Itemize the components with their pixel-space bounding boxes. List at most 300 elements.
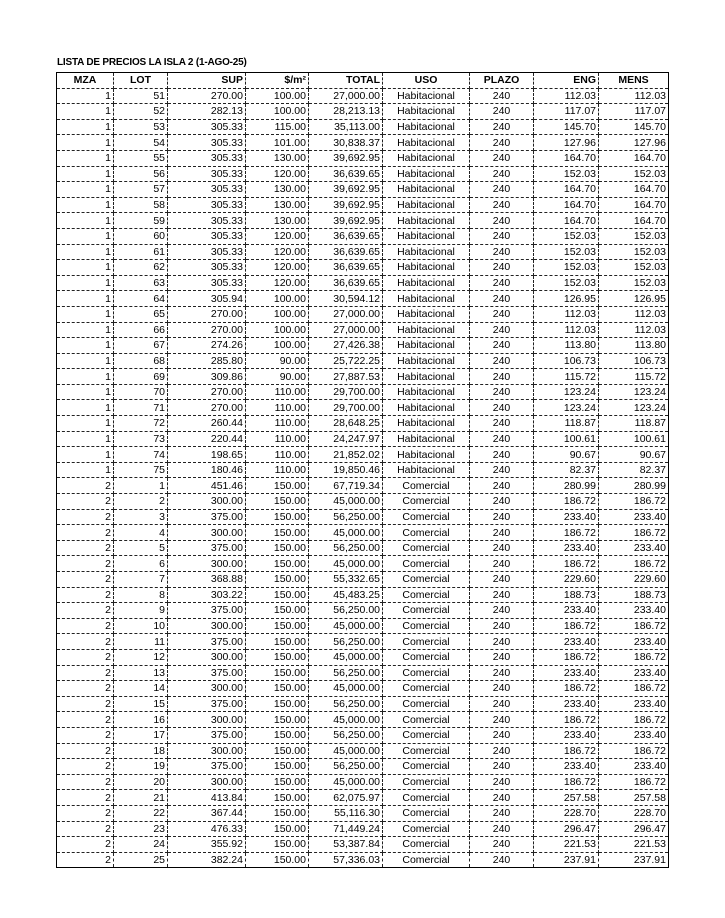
cell-plazo: 240 [470,400,534,416]
cell-eng: 186.72 [534,494,599,510]
cell-sup: 375.00 [168,727,246,743]
cell-eng: 186.72 [534,774,599,790]
cell-eng: 123.24 [534,384,599,400]
cell-price-per-m2: 150.00 [246,665,309,681]
cell-uso: Habitacional [383,166,470,182]
header-row [57,73,669,89]
cell-mza: 1 [57,135,114,151]
cell-uso: Comercial [383,478,470,494]
table-row [57,228,669,244]
cell-price-per-m2: 150.00 [246,478,309,494]
cell-plazo: 240 [470,509,534,525]
cell-sup: 375.00 [168,665,246,681]
cell-plazo: 240 [470,213,534,229]
table-row [57,135,669,151]
cell-sup: 300.00 [168,525,246,541]
cell-eng: 106.73 [534,353,599,369]
cell-uso: Habitacional [383,306,470,322]
cell-mens: 152.03 [599,228,669,244]
cell-total: 36,639.65 [309,260,383,276]
cell-lot: 63 [114,275,168,291]
cell-mza: 2 [57,805,114,821]
cell-lot: 18 [114,743,168,759]
cell-mza: 2 [57,494,114,510]
cell-total: 36,639.65 [309,228,383,244]
cell-sup: 305.33 [168,166,246,182]
cell-eng: 233.40 [534,759,599,775]
cell-plazo: 240 [470,431,534,447]
cell-mens: 233.40 [599,540,669,556]
cell-sup: 305.33 [168,150,246,166]
cell-sup: 300.00 [168,556,246,572]
cell-price-per-m2: 150.00 [246,712,309,728]
cell-plazo: 240 [470,306,534,322]
cell-total: 39,692.95 [309,150,383,166]
cell-plazo: 240 [470,416,534,432]
cell-mza: 1 [57,338,114,354]
cell-total: 30,594.12 [309,291,383,307]
cell-mens: 164.70 [599,182,669,198]
cell-mza: 2 [57,540,114,556]
column-header-lot: LOT [114,73,168,89]
cell-price-per-m2: 115.00 [246,119,309,135]
table-row [57,603,669,619]
cell-eng: 186.72 [534,712,599,728]
cell-sup: 451.46 [168,478,246,494]
cell-price-per-m2: 150.00 [246,649,309,665]
cell-price-per-m2: 150.00 [246,805,309,821]
cell-total: 56,250.00 [309,696,383,712]
cell-sup: 305.33 [168,275,246,291]
table-row [57,150,669,166]
cell-lot: 11 [114,634,168,650]
cell-eng: 152.03 [534,275,599,291]
cell-mza: 1 [57,322,114,338]
cell-eng: 115.72 [534,369,599,385]
cell-eng: 186.72 [534,743,599,759]
cell-mza: 2 [57,743,114,759]
cell-sup: 375.00 [168,759,246,775]
cell-sup: 300.00 [168,743,246,759]
cell-plazo: 240 [470,618,534,634]
cell-plazo: 240 [470,774,534,790]
cell-eng: 82.37 [534,462,599,478]
cell-price-per-m2: 130.00 [246,182,309,198]
cell-eng: 164.70 [534,150,599,166]
cell-uso: Habitacional [383,322,470,338]
cell-eng: 152.03 [534,166,599,182]
cell-mza: 1 [57,431,114,447]
cell-plazo: 240 [470,104,534,120]
cell-plazo: 240 [470,322,534,338]
cell-mens: 186.72 [599,774,669,790]
cell-uso: Habitacional [383,197,470,213]
cell-mens: 237.91 [599,852,669,868]
cell-sup: 382.24 [168,852,246,868]
table-row [57,540,669,556]
cell-eng: 233.40 [534,540,599,556]
table-row [57,353,669,369]
table-row [57,369,669,385]
cell-total: 56,250.00 [309,634,383,650]
cell-plazo: 240 [470,665,534,681]
cell-mens: 152.03 [599,275,669,291]
cell-total: 55,332.65 [309,572,383,588]
cell-plazo: 240 [470,727,534,743]
cell-total: 55,116.30 [309,805,383,821]
cell-plazo: 240 [470,275,534,291]
table-row [57,88,669,104]
cell-uso: Habitacional [383,384,470,400]
cell-mza: 2 [57,509,114,525]
cell-plazo: 240 [470,135,534,151]
cell-uso: Comercial [383,556,470,572]
cell-uso: Comercial [383,525,470,541]
cell-total: 27,426.38 [309,338,383,354]
table-row [57,696,669,712]
cell-uso: Comercial [383,681,470,697]
cell-mens: 186.72 [599,712,669,728]
cell-uso: Comercial [383,634,470,650]
cell-eng: 118.87 [534,416,599,432]
table-row [57,852,669,868]
cell-sup: 375.00 [168,540,246,556]
cell-mza: 2 [57,759,114,775]
cell-eng: 186.72 [534,525,599,541]
cell-plazo: 240 [470,166,534,182]
cell-plazo: 240 [470,88,534,104]
cell-sup: 300.00 [168,681,246,697]
cell-mens: 233.40 [599,603,669,619]
cell-total: 56,250.00 [309,509,383,525]
cell-mza: 2 [57,696,114,712]
cell-total: 36,639.65 [309,166,383,182]
cell-price-per-m2: 150.00 [246,556,309,572]
cell-lot: 58 [114,197,168,213]
cell-lot: 24 [114,837,168,853]
cell-total: 36,639.65 [309,244,383,260]
cell-mens: 117.07 [599,104,669,120]
column-header-mens: MENS [599,73,669,89]
cell-mza: 2 [57,478,114,494]
cell-total: 30,838.37 [309,135,383,151]
cell-mens: 152.03 [599,166,669,182]
cell-uso: Habitacional [383,369,470,385]
cell-sup: 220.44 [168,431,246,447]
cell-mens: 280.99 [599,478,669,494]
cell-plazo: 240 [470,743,534,759]
cell-total: 67,719.34 [309,478,383,494]
table-row [57,805,669,821]
cell-mza: 2 [57,525,114,541]
cell-mza: 1 [57,400,114,416]
cell-price-per-m2: 100.00 [246,104,309,120]
cell-price-per-m2: 150.00 [246,727,309,743]
cell-uso: Comercial [383,774,470,790]
table-row [57,821,669,837]
column-header-plazo: PLAZO [470,73,534,89]
cell-mza: 1 [57,244,114,260]
cell-eng: 126.95 [534,291,599,307]
table-row [57,306,669,322]
cell-lot: 57 [114,182,168,198]
cell-plazo: 240 [470,821,534,837]
cell-plazo: 240 [470,119,534,135]
cell-sup: 305.33 [168,182,246,198]
cell-mens: 186.72 [599,525,669,541]
cell-mens: 90.67 [599,447,669,463]
cell-total: 62,075.97 [309,790,383,806]
cell-price-per-m2: 110.00 [246,462,309,478]
cell-mens: 126.95 [599,291,669,307]
cell-eng: 127.96 [534,135,599,151]
table-row [57,572,669,588]
cell-eng: 112.03 [534,88,599,104]
cell-lot: 3 [114,509,168,525]
table-row [57,478,669,494]
cell-sup: 300.00 [168,618,246,634]
cell-eng: 164.70 [534,213,599,229]
cell-lot: 55 [114,150,168,166]
cell-uso: Habitacional [383,119,470,135]
cell-total: 45,483.25 [309,587,383,603]
cell-plazo: 240 [470,696,534,712]
cell-plazo: 240 [470,852,534,868]
cell-mza: 2 [57,712,114,728]
cell-mens: 123.24 [599,384,669,400]
table-row [57,275,669,291]
cell-sup: 367.44 [168,805,246,821]
cell-lot: 75 [114,462,168,478]
table-row [57,400,669,416]
cell-lot: 51 [114,88,168,104]
cell-lot: 20 [114,774,168,790]
cell-plazo: 240 [470,228,534,244]
cell-plazo: 240 [470,572,534,588]
cell-mza: 1 [57,462,114,478]
cell-uso: Comercial [383,759,470,775]
cell-plazo: 240 [470,150,534,166]
cell-price-per-m2: 100.00 [246,291,309,307]
table-row [57,727,669,743]
cell-sup: 305.94 [168,291,246,307]
cell-mens: 233.40 [599,727,669,743]
cell-uso: Comercial [383,509,470,525]
cell-lot: 15 [114,696,168,712]
cell-price-per-m2: 120.00 [246,244,309,260]
cell-uso: Comercial [383,618,470,634]
cell-lot: 4 [114,525,168,541]
cell-mens: 233.40 [599,634,669,650]
cell-lot: 8 [114,587,168,603]
cell-mens: 186.72 [599,494,669,510]
cell-plazo: 240 [470,603,534,619]
cell-sup: 309.86 [168,369,246,385]
cell-uso: Habitacional [383,244,470,260]
table-row [57,384,669,400]
cell-uso: Habitacional [383,182,470,198]
cell-plazo: 240 [470,649,534,665]
cell-lot: 70 [114,384,168,400]
cell-eng: 152.03 [534,244,599,260]
table-row [57,743,669,759]
cell-total: 71,449.24 [309,821,383,837]
cell-sup: 305.33 [168,119,246,135]
cell-plazo: 240 [470,634,534,650]
cell-lot: 10 [114,618,168,634]
cell-lot: 2 [114,494,168,510]
cell-lot: 73 [114,431,168,447]
cell-mza: 1 [57,416,114,432]
cell-lot: 71 [114,400,168,416]
cell-mza: 1 [57,260,114,276]
cell-eng: 112.03 [534,322,599,338]
cell-total: 27,000.00 [309,322,383,338]
cell-plazo: 240 [470,494,534,510]
cell-mza: 2 [57,618,114,634]
table-row [57,681,669,697]
cell-lot: 21 [114,790,168,806]
cell-uso: Habitacional [383,88,470,104]
cell-price-per-m2: 150.00 [246,509,309,525]
cell-price-per-m2: 100.00 [246,88,309,104]
cell-mens: 221.53 [599,837,669,853]
cell-price-per-m2: 110.00 [246,384,309,400]
cell-sup: 368.88 [168,572,246,588]
cell-uso: Comercial [383,587,470,603]
cell-price-per-m2: 150.00 [246,743,309,759]
cell-sup: 305.33 [168,197,246,213]
cell-uso: Habitacional [383,275,470,291]
cell-mens: 296.47 [599,821,669,837]
cell-mens: 106.73 [599,353,669,369]
cell-total: 56,250.00 [309,665,383,681]
cell-uso: Habitacional [383,260,470,276]
cell-lot: 54 [114,135,168,151]
cell-total: 28,213.13 [309,104,383,120]
cell-lot: 72 [114,416,168,432]
cell-price-per-m2: 150.00 [246,790,309,806]
cell-total: 39,692.95 [309,197,383,213]
cell-price-per-m2: 150.00 [246,494,309,510]
cell-total: 45,000.00 [309,681,383,697]
cell-lot: 22 [114,805,168,821]
cell-mens: 186.72 [599,681,669,697]
cell-uso: Comercial [383,790,470,806]
table-row [57,759,669,775]
cell-price-per-m2: 101.00 [246,135,309,151]
cell-uso: Comercial [383,665,470,681]
cell-uso: Comercial [383,821,470,837]
column-header-total: TOTAL [309,73,383,89]
cell-mza: 1 [57,291,114,307]
cell-lot: 9 [114,603,168,619]
cell-lot: 19 [114,759,168,775]
cell-uso: Comercial [383,696,470,712]
cell-sup: 305.33 [168,135,246,151]
cell-lot: 16 [114,712,168,728]
cell-price-per-m2: 150.00 [246,540,309,556]
cell-lot: 62 [114,260,168,276]
cell-eng: 188.73 [534,587,599,603]
cell-sup: 300.00 [168,774,246,790]
cell-eng: 113.80 [534,338,599,354]
cell-eng: 164.70 [534,182,599,198]
cell-price-per-m2: 150.00 [246,634,309,650]
cell-eng: 233.40 [534,696,599,712]
cell-uso: Habitacional [383,213,470,229]
cell-sup: 260.44 [168,416,246,432]
cell-total: 28,648.25 [309,416,383,432]
cell-total: 21,852.02 [309,447,383,463]
cell-total: 27,000.00 [309,88,383,104]
column-header-sup: SUP [168,73,246,89]
cell-mens: 118.87 [599,416,669,432]
cell-price-per-m2: 120.00 [246,275,309,291]
cell-uso: Habitacional [383,416,470,432]
cell-mza: 2 [57,790,114,806]
cell-total: 56,250.00 [309,603,383,619]
cell-total: 53,387.84 [309,837,383,853]
cell-plazo: 240 [470,353,534,369]
cell-sup: 375.00 [168,603,246,619]
cell-sup: 476.33 [168,821,246,837]
cell-total: 39,692.95 [309,182,383,198]
cell-eng: 237.91 [534,852,599,868]
cell-mza: 1 [57,384,114,400]
cell-uso: Comercial [383,572,470,588]
table-row [57,712,669,728]
cell-mens: 164.70 [599,197,669,213]
cell-lot: 52 [114,104,168,120]
cell-sup: 285.80 [168,353,246,369]
cell-uso: Habitacional [383,431,470,447]
cell-plazo: 240 [470,447,534,463]
cell-lot: 68 [114,353,168,369]
cell-mza: 1 [57,353,114,369]
cell-total: 24,247.97 [309,431,383,447]
cell-lot: 13 [114,665,168,681]
table-row [57,416,669,432]
cell-mza: 2 [57,587,114,603]
cell-eng: 117.07 [534,104,599,120]
cell-total: 45,000.00 [309,743,383,759]
cell-mens: 152.03 [599,244,669,260]
cell-mza: 1 [57,213,114,229]
cell-eng: 152.03 [534,260,599,276]
table-row [57,431,669,447]
sheet-title: LISTA DE PRECIOS LA ISLA 2 (1-AGO-25) [57,57,247,68]
cell-mza: 2 [57,681,114,697]
cell-plazo: 240 [470,369,534,385]
cell-mens: 233.40 [599,759,669,775]
cell-mza: 1 [57,150,114,166]
cell-uso: Habitacional [383,462,470,478]
cell-uso: Comercial [383,712,470,728]
cell-uso: Habitacional [383,291,470,307]
cell-total: 27,000.00 [309,306,383,322]
cell-total: 45,000.00 [309,774,383,790]
cell-sup: 270.00 [168,306,246,322]
cell-uso: Habitacional [383,338,470,354]
cell-price-per-m2: 100.00 [246,306,309,322]
cell-total: 25,722.25 [309,353,383,369]
column-header-uso: USO [383,73,470,89]
cell-uso: Habitacional [383,104,470,120]
cell-mens: 186.72 [599,618,669,634]
cell-lot: 66 [114,322,168,338]
cell-mza: 2 [57,727,114,743]
